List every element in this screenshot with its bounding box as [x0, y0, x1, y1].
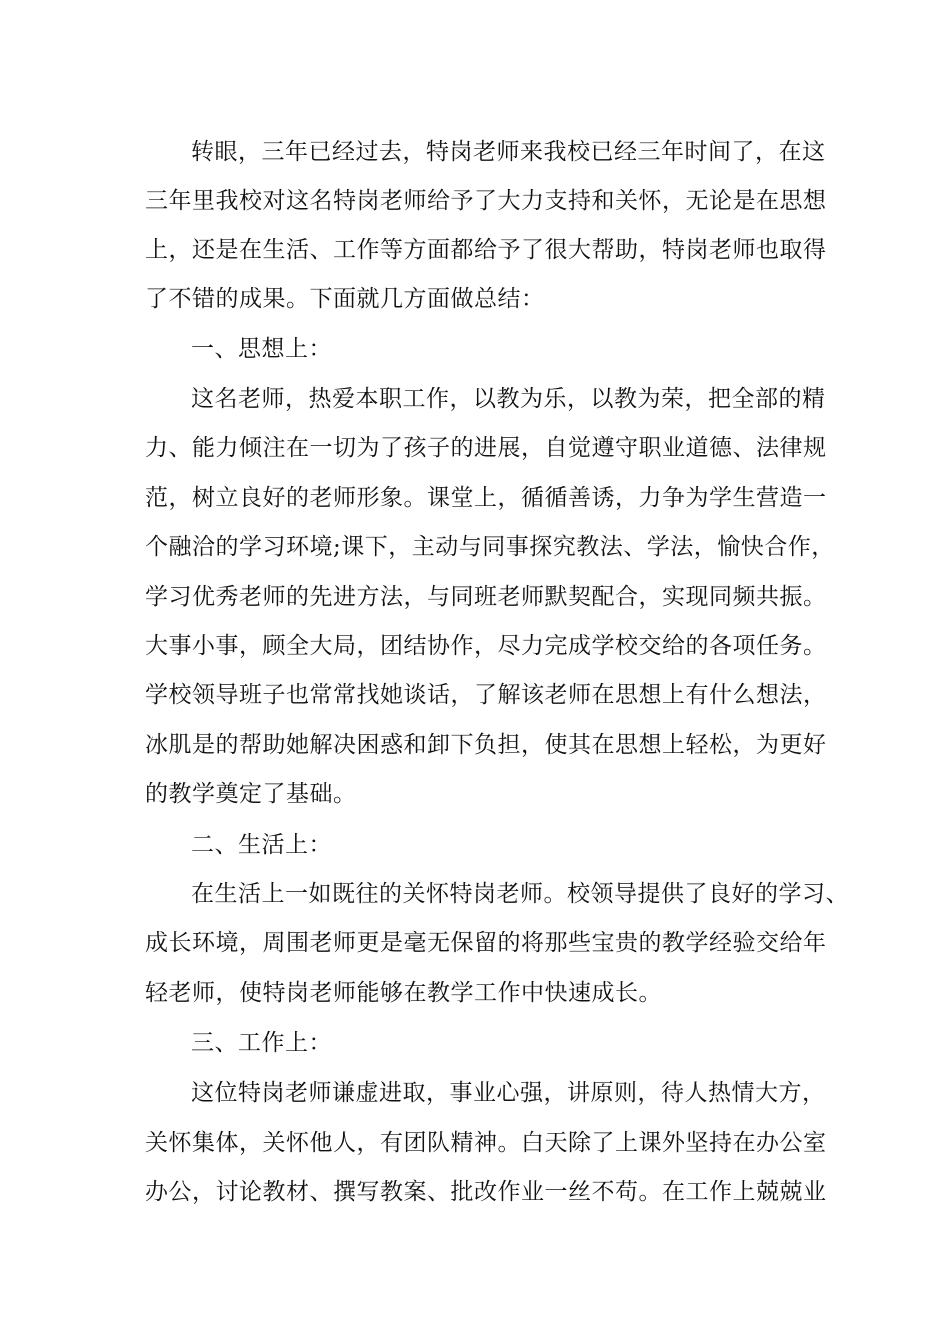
paragraph-thought-line-3: 范，树立良好的老师形象。课堂上，循循善诱，力争为学生营造一: [145, 485, 827, 511]
section-heading-life: 二、生活上：: [191, 832, 332, 858]
paragraph-thought-line-6: 大事小事，顾全大局，团结协作，尽力完成学校交给的各项任务。: [145, 633, 827, 659]
paragraph-thought-line-2: 力、能力倾注在一切为了孩子的进展，自觉遵守职业道德、法律规: [145, 435, 827, 461]
paragraph-thought-line-4: 个融洽的学习环境;课下，主动与同事探究教法、学法，愉快合作，: [145, 534, 835, 560]
paragraph-life-line-1: 在生活上一如既往的关怀特岗老师。校领导提供了良好的学习、: [191, 881, 849, 907]
paragraph-life-line-2: 成长环境，周围老师更是毫无保留的将那些宝贵的教学经验交给年: [145, 930, 827, 956]
paragraph-life-line-3: 轻老师，使特岗老师能够在教学工作中快速成长。: [145, 980, 662, 1006]
paragraph-intro-line-2: 三年里我校对这名特岗老师给予了大力支持和关怀，无论是在思想: [145, 188, 827, 214]
paragraph-thought-line-8: 冰肌是的帮助她解决困惑和卸下负担，使其在思想上轻松，为更好: [145, 732, 827, 758]
section-heading-thought: 一、思想上：: [191, 336, 332, 362]
paragraph-thought-line-5: 学习优秀老师的先进方法，与同班老师默契配合，实现同频共振。: [145, 584, 827, 610]
paragraph-thought-line-7: 学校领导班子也常常找她谈话，了解该老师在思想上有什么想法，: [145, 682, 827, 708]
paragraph-work-line-2: 关怀集体，关怀他人，有团队精神。白天除了上课外坚持在办公室: [145, 1130, 827, 1156]
paragraph-thought-line-9: 的教学奠定了基础。: [145, 781, 357, 807]
paragraph-thought-line-1: 这名老师，热爱本职工作，以教为乐，以教为荣，把全部的精: [191, 386, 826, 412]
section-heading-work: 三、工作上：: [191, 1030, 332, 1056]
paragraph-intro-line-4: 了不错的成果。下面就几方面做总结：: [145, 286, 545, 312]
paragraph-work-line-3: 办公，讨论教材、撰写教案、批改作业一丝不苟。在工作上兢兢业: [145, 1179, 827, 1205]
paragraph-intro-line-3: 上，还是在生活、工作等方面都给予了很大帮助，特岗老师也取得: [145, 237, 827, 263]
paragraph-intro-line-1: 转眼，三年已经过去，特岗老师来我校已经三年时间了，在这: [191, 139, 826, 165]
paragraph-work-line-1: 这位特岗老师谦虚进取，事业心强，讲原则，待人热情大方，: [191, 1080, 826, 1106]
